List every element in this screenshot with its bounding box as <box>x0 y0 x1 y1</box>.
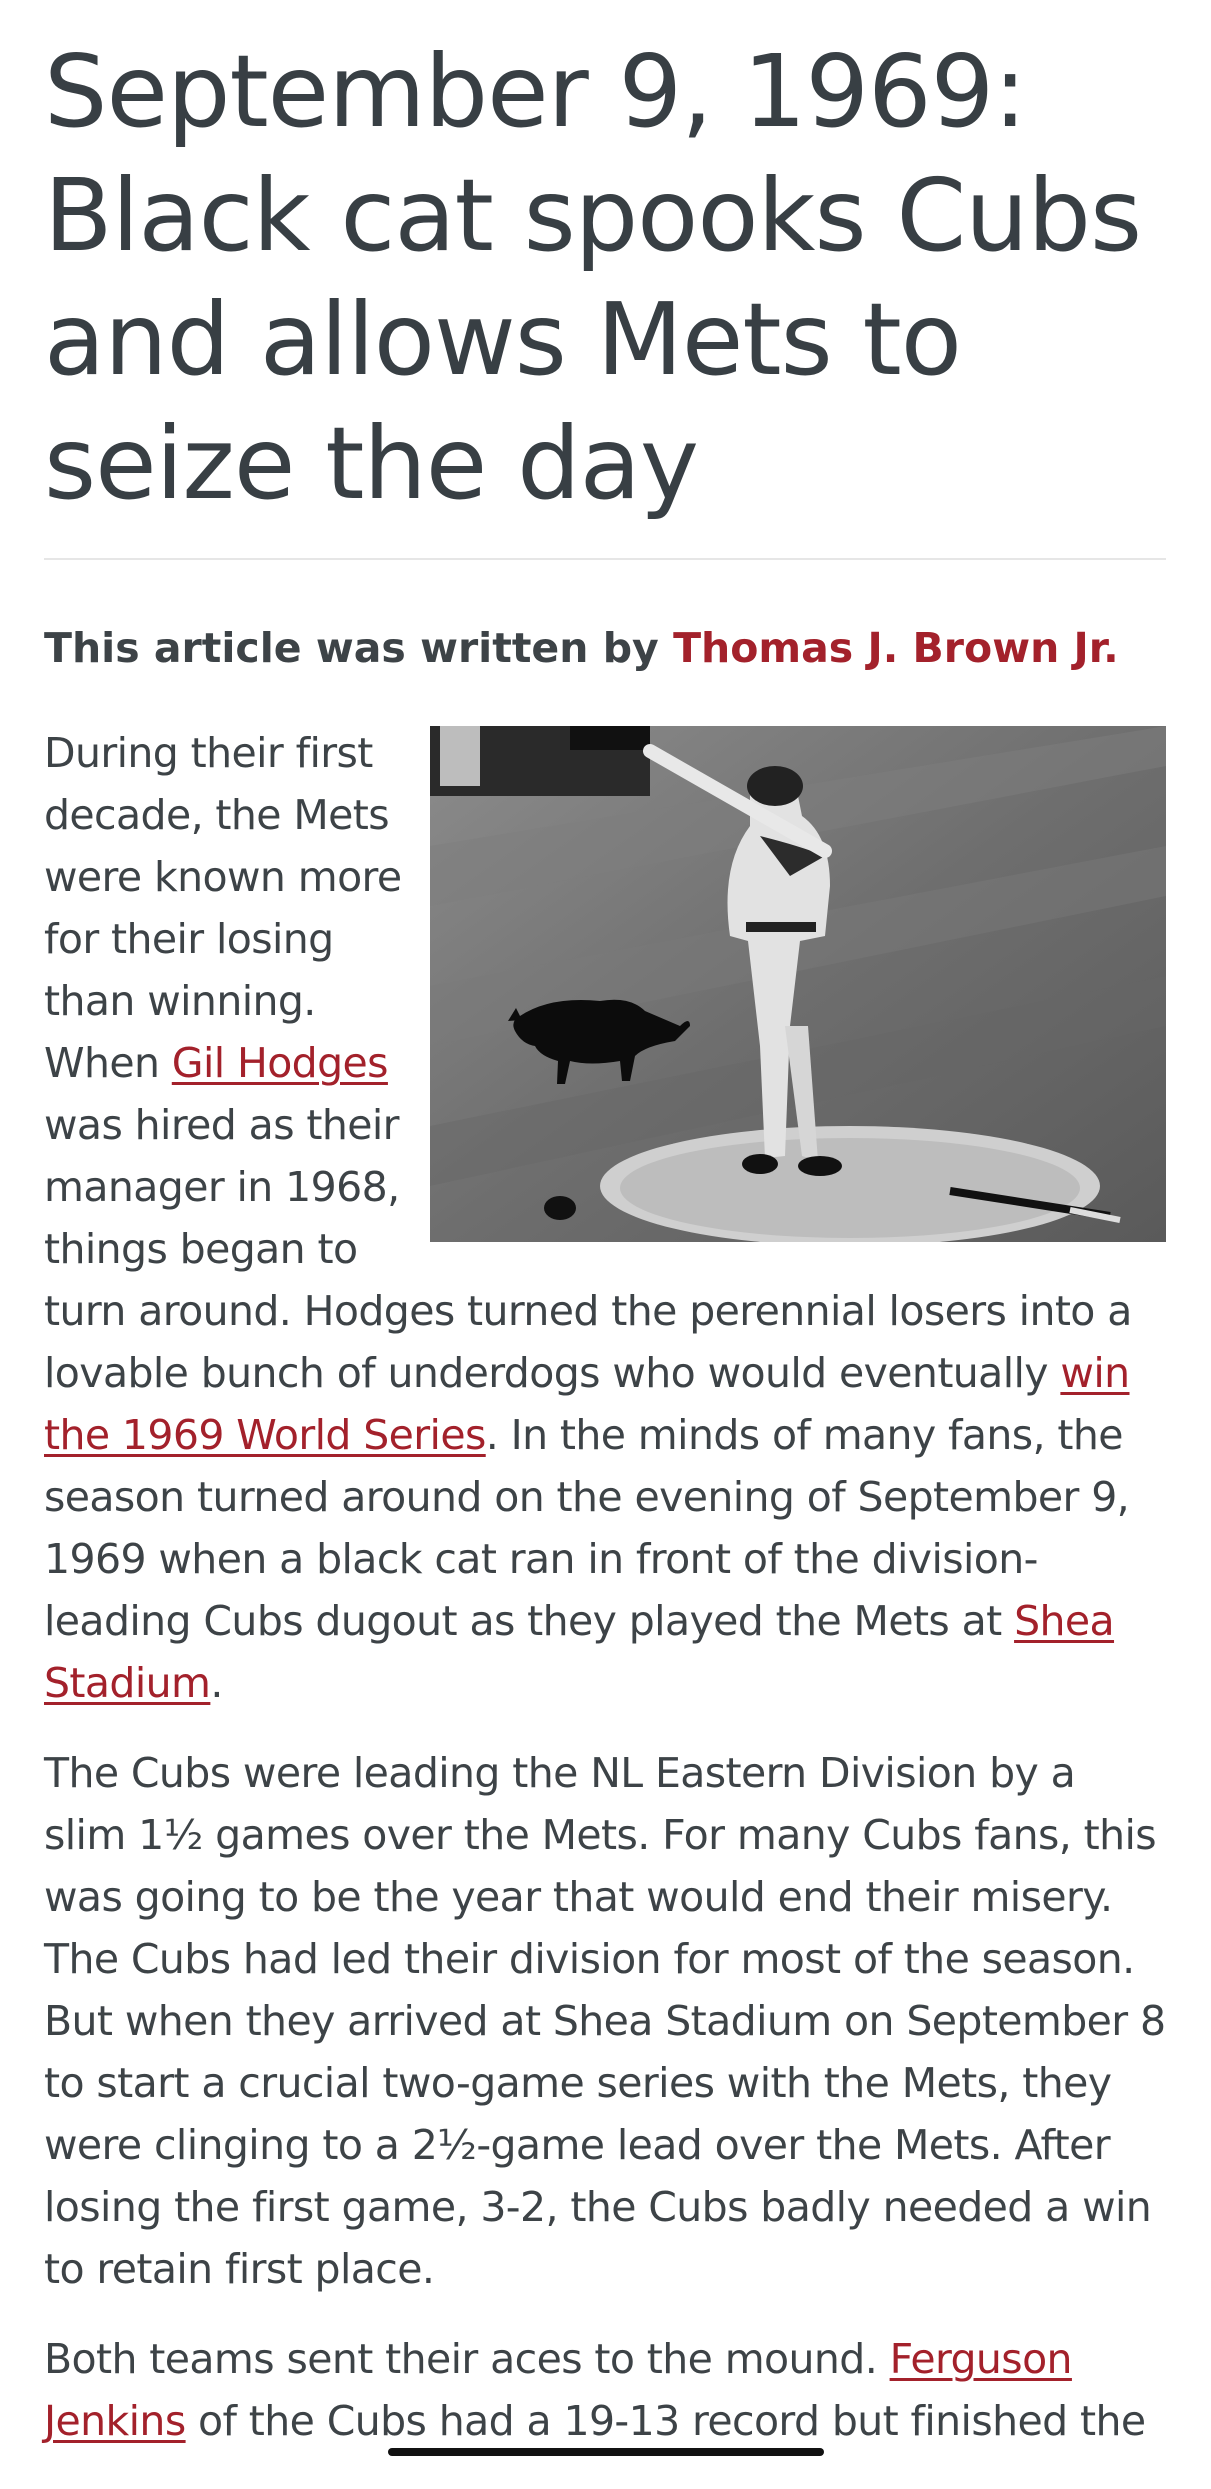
article-title: September 9, 1969: Black cat spooks Cubs and allows Mets to seize the day <box>44 33 1142 522</box>
paragraph-1-text-1: During their first decade, the Mets were known more for their losing than winning. When <box>44 729 402 1087</box>
home-indicator-bar[interactable] <box>388 2448 824 2456</box>
paragraph-1 <box>44 722 1166 1714</box>
gil-hodges-link[interactable]: Gil Hodges <box>171 1039 388 1087</box>
paragraph-2: The Cubs were leading the NL Eastern Division by a slim 1½ games over the Mets. For many Cubs fans, this was going to be the year that would end their misery. The Cubs had led their division for most of the season. But when they arrived at Shea Stadium on September 8 to start a crucial two-game series with the Mets, they were clinging to a 2½-game lead over the Mets. After losing the first game, 3-2, the Cubs badly needed a win to retain first place. <box>44 1749 1166 2293</box>
paragraph-1-text-3: . In the minds of many fans, the season turned around on the evening of September 9, 1969 when a black cat ran in front of the division-leading Cubs dugout as they played the Mets at <box>44 1411 1130 1645</box>
title-divider <box>44 558 1166 560</box>
ferguson-jenkins-link[interactable]: Ferguson Jenkins <box>44 2335 1072 2445</box>
article-body <box>44 722 1166 2452</box>
author-link[interactable]: Thomas J. Brown Jr. <box>673 624 1119 672</box>
byline-prefix: This article was written by <box>44 624 674 672</box>
world-series-link[interactable]: win the 1969 World Series <box>44 1349 1130 1459</box>
shea-stadium-link[interactable]: Shea Stadium <box>44 1597 1115 1707</box>
black-cat-batter-photo <box>430 726 1166 1242</box>
paragraph-1-text-4: . <box>210 1659 223 1707</box>
paragraph-3-text-2: of the Cubs had a 19-13 record but finished the <box>185 2397 1146 2445</box>
paragraph-3 <box>44 2328 1166 2452</box>
byline <box>44 622 1166 674</box>
paragraph-1-text-2: was hired as their manager in 1968, things began to turn around. Hodges turned the perennial losers into a lovable bunch of underdogs who would eventually <box>44 1101 1132 1397</box>
article <box>44 0 1166 2480</box>
paragraph-3-text-1: Both teams sent their aces to the mound. <box>44 2335 890 2383</box>
